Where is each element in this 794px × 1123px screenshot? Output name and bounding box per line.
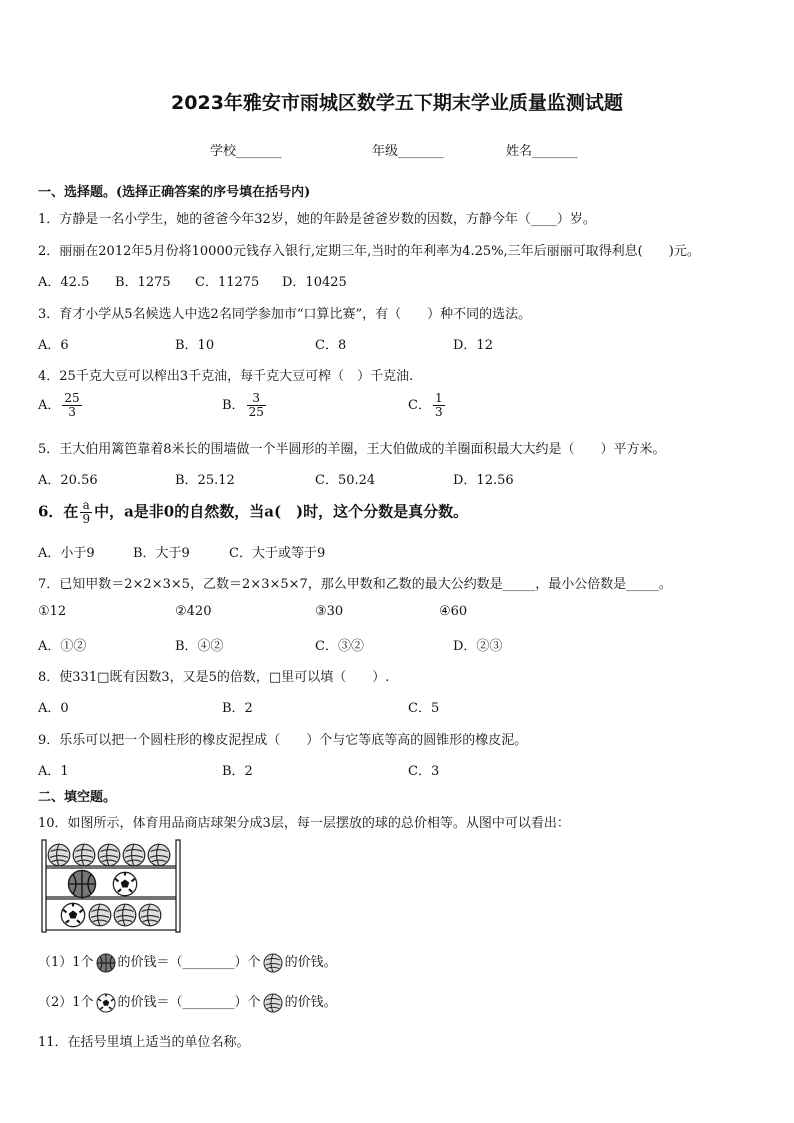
q4-option-b-label: B． [222, 398, 245, 413]
basketball-icon [96, 953, 116, 973]
ball-rack-figure [40, 838, 182, 934]
q9-option-a: A．1 [38, 764, 69, 779]
basketball-icon [69, 871, 96, 898]
denominator: 25 [248, 405, 264, 419]
rack-post-right [176, 840, 180, 932]
volleyball-icon [73, 844, 95, 866]
grade-field[interactable]: 年级_______ [372, 144, 444, 159]
q3-option-a: A．6 [38, 338, 69, 353]
numerator: 25 [64, 391, 80, 405]
bottom-row-balls [61, 903, 161, 926]
q6-text-pre: 6．在 [38, 502, 79, 521]
question-4: 4．25千克大豆可以榨出3千克油，每千克大豆可榨（ ）千克油. [38, 369, 414, 384]
question-8: 8．使331□既有因数3，又是5的倍数，□里可以填（ ）. [38, 670, 390, 685]
soccer-ball-icon [113, 872, 136, 895]
q9-option-c: C．3 [408, 764, 440, 779]
volleyball-icon [114, 904, 136, 926]
q5-option-b: B．25.12 [175, 473, 235, 488]
q7-option-c: C．③② [315, 639, 364, 654]
volleyball-icon [123, 844, 145, 866]
q10-1-text-b: 的价钱＝（________）个 [117, 955, 261, 970]
q4-option-b [222, 392, 268, 419]
q7-option-a: A．①② [38, 639, 87, 654]
fraction [247, 392, 266, 419]
q5-option-a: A．20.56 [38, 473, 98, 488]
fraction [62, 392, 81, 419]
q7-item-1: ①12 [38, 604, 67, 619]
volleyball-icon [48, 844, 70, 866]
numerator: 1 [434, 391, 443, 405]
q8-option-c: C．5 [408, 701, 440, 716]
q10-2-text-a: （2）1个 [38, 995, 94, 1010]
school-field[interactable]: 学校_______ [210, 144, 282, 159]
page-title: 2023年雅安市雨城区数学五下期末学业质量监测试题 [171, 92, 623, 114]
section-heading-fill: 二、填空题。 [38, 790, 117, 805]
q3-option-c: C．8 [315, 338, 347, 353]
q7-option-b: B．④② [175, 639, 224, 654]
question-9: 9．乐乐可以把一个圆柱形的橡皮泥捏成（ ）个与它等底等高的圆锥形的橡皮泥。 [38, 733, 528, 748]
volleyball-icon [148, 844, 170, 866]
q2-option-c: C．11275 [195, 275, 260, 290]
q6-option-b: B．大于9 [133, 546, 190, 561]
denominator: 3 [434, 405, 443, 419]
question-6 [38, 499, 468, 526]
q6-option-a: A．小于9 [38, 546, 95, 561]
middle-row-balls [69, 871, 137, 898]
q3-option-b: B．10 [175, 338, 215, 353]
volleyball-icon [139, 904, 161, 926]
q2-option-a: A．42.5 [38, 275, 90, 290]
top-row-volleyballs [48, 844, 170, 866]
q5-option-c: C．50.24 [315, 473, 376, 488]
q8-option-a: A．0 [38, 701, 69, 716]
q8-option-b: B．2 [222, 701, 253, 716]
volleyball-icon [89, 904, 111, 926]
q9-option-b: B．2 [222, 764, 253, 779]
q10-1-text-a: （1）1个 [38, 955, 94, 970]
question-7: 7．已知甲数＝2×2×3×5，乙数＝2×3×5×7，那么甲数和乙数的最大公约数是_____，最小公倍数是_____。 [38, 577, 672, 592]
q7-item-3: ③30 [315, 604, 344, 619]
q2-option-b: B．1275 [115, 275, 171, 290]
soccer-ball-icon [61, 903, 84, 926]
section-heading-choice: 一、选择题。(选择正确答案的序号填在括号内) [38, 185, 311, 200]
soccer-ball-icon [96, 993, 116, 1013]
question-11: 11．在括号里填上适当的单位名称。 [38, 1035, 250, 1050]
q10-2-text-c: 的价钱。 [284, 995, 337, 1010]
q3-option-d: D．12 [453, 338, 493, 353]
volleyball-icon [98, 844, 120, 866]
question-5: 5．王大伯用篱笆靠着8米长的围墙做一个半圆形的羊圈，王大伯做成的羊圈面积最大大约是（ ）平方米。 [38, 442, 666, 457]
name-field[interactable]: 姓名_______ [506, 144, 578, 159]
q10-1-text-c: 的价钱。 [284, 955, 337, 970]
question-10-part-1 [38, 951, 337, 973]
volleyball-icon [263, 953, 283, 973]
q7-item-2: ②420 [175, 604, 212, 619]
question-2: 2．丽丽在2012年5月份将10000元钱存入银行,定期三年,当时的年利率为4.25%,三年后丽丽可取得利息( )元。 [38, 244, 700, 259]
q10-2-text-b: 的价钱＝（________）个 [117, 995, 261, 1010]
q7-item-4: ④60 [439, 604, 468, 619]
q4-option-c-label: C． [408, 398, 431, 413]
q6-text-post: 中，a是非0的自然数，当a( )时，这个分数是真分数。 [94, 502, 469, 521]
numerator: a [80, 499, 92, 513]
volleyball-icon [263, 993, 283, 1013]
q5-option-d: D．12.56 [453, 473, 514, 488]
q4-option-c [408, 392, 447, 419]
question-1: 1．方静是一名小学生，她的爸爸今年32岁，她的年龄是爸爸岁数的因数，方静今年（____）岁。 [38, 212, 596, 227]
question-3: 3．育才小学从5名候选人中选2名同学参加市“口算比赛”，有（ ）种不同的选法。 [38, 307, 532, 322]
q6-option-c: C．大于或等于9 [229, 546, 326, 561]
question-10: 10．如图所示，体育用品商店球架分成3层，每一层摆放的球的总价相等。从图中可以看出： [38, 816, 570, 831]
numerator: 3 [247, 392, 266, 406]
question-10-part-2 [38, 991, 337, 1013]
denominator: 3 [68, 405, 76, 419]
fraction [433, 392, 445, 419]
q4-option-a [38, 392, 84, 419]
fraction [80, 499, 92, 526]
q2-option-d: D．10425 [282, 275, 347, 290]
q7-option-d: D．②③ [453, 639, 503, 654]
denominator: 9 [82, 512, 91, 526]
rack-post-left [42, 840, 46, 932]
q4-option-a-label: A． [38, 398, 61, 413]
